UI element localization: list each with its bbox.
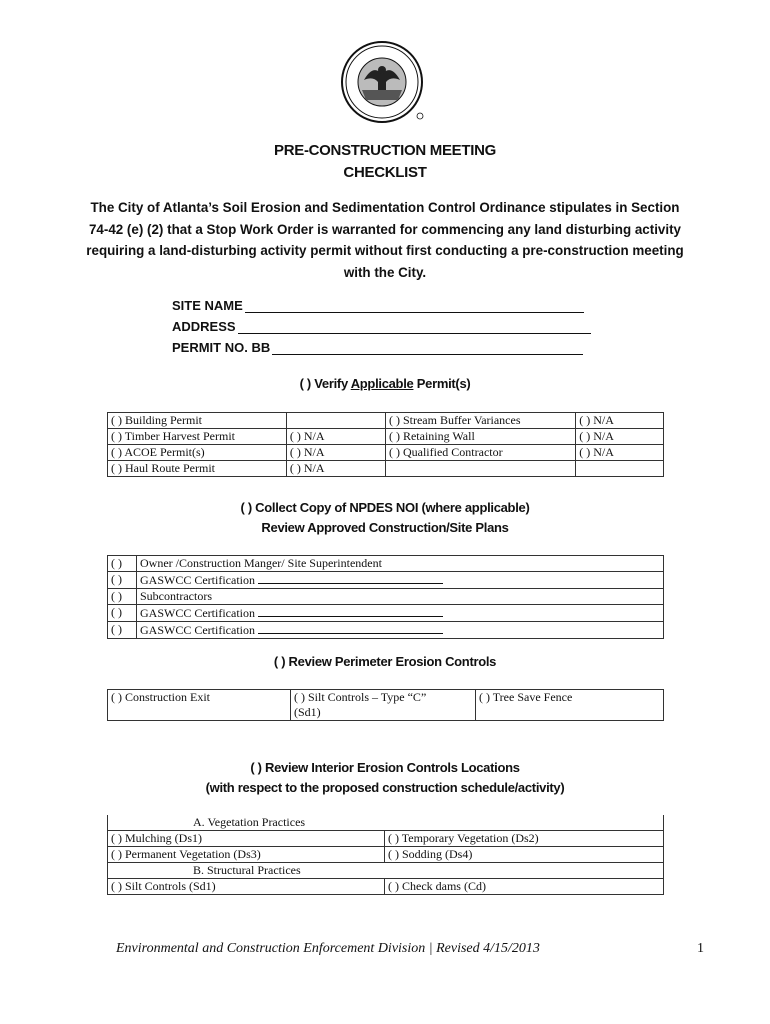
table-row: ( ) GASWCC Certification [108,605,664,622]
intro-paragraph: The City of Atlanta’s Soil Erosion and Sedimentation Control Ordinance stipulates in Section 74-42 (e) (2) that a Stop Work Order is warranted for commencing any land disturbing activity requiring a land-disturbing activity permit without first conducting a pre-construction meeting with the City. [86,200,684,280]
table-row: ( ) Owner /Construction Manger/ Site Superintendent [108,556,664,572]
title-line-2: CHECKLIST [343,164,427,181]
table-row: ( ) Subcontractors [108,589,664,605]
table-row [108,690,664,721]
permit-na: ( ) N/A [286,461,385,477]
footer-text: Environmental and Construction Enforcement Division | Revised 4/15/2013 [116,941,540,956]
permit-na: ( ) N/A [286,445,385,461]
interior-heading: ( ) Review Interior Erosion Controls Locations (with respect to the proposed construction schedule/activity) [205,760,565,795]
permit-number-field[interactable] [172,340,583,355]
permit-na [286,413,385,429]
permits-table [107,412,664,477]
table-row [108,429,664,445]
table-row [108,413,664,429]
permit-item: ( ) Timber Harvest Permit [108,429,287,445]
title-line-1: PRE-CONSTRUCTION MEETING [274,142,496,159]
permit-item: ( ) Retaining Wall [385,429,575,445]
address-field[interactable] [172,319,591,334]
address-line[interactable] [238,321,591,334]
site-name-field[interactable] [172,298,584,313]
permit-na: ( ) N/A [576,413,664,429]
permit-item: ( ) Qualified Contractor [385,445,575,461]
perimeter-heading: ( ) Review Perimeter Erosion Controls [273,654,497,669]
permit-na: ( ) N/A [576,429,664,445]
site-name-line[interactable] [245,300,584,313]
section-b-label: B. Structural Practices [108,863,664,879]
page-number: 1 [697,941,704,956]
table-row [108,445,664,461]
table-row: ( ) Mulching (Ds1) ( ) Temporary Vegetation (Ds2) [108,831,664,847]
permit-number-line[interactable] [272,342,583,355]
permit-item [385,461,575,477]
site-name-label: SITE NAME [172,298,243,313]
permit-na: ( ) N/A [576,445,664,461]
interior-table [107,815,664,895]
permit-item: ( ) Stream Buffer Variances [385,413,575,429]
permit-item: ( ) ACOE Permit(s) [108,445,287,461]
perimeter-table [107,689,664,721]
permit-item: ( ) Haul Route Permit [108,461,287,477]
city-seal-logo [340,40,424,124]
table-row [108,461,664,477]
table-row: ( ) Permanent Vegetation (Ds3) ( ) Sodding (Ds4) [108,847,664,863]
table-row [108,863,664,879]
permit-na [576,461,664,477]
table-row [108,815,664,831]
address-label: ADDRESS [172,319,236,334]
perimeter-item: ( ) Construction Exit [108,690,291,721]
document-title [0,140,770,184]
section-a-label: A. Vegetation Practices [108,815,664,831]
contacts-table [107,555,664,639]
permit-number-label: PERMIT NO. BB [172,340,271,355]
table-row: ( ) Silt Controls (Sd1) ( ) Check dams (Cd) [108,879,664,895]
perimeter-item: ( ) Tree Save Fence [476,690,664,721]
table-row: ( ) GASWCC Certification [108,622,664,639]
perimeter-item: ( ) Silt Controls – Type “C” (Sd1) [291,690,476,721]
permits-heading: ( ) Verify Applicable Permit(s) [299,376,471,391]
npdes-heading: ( ) Collect Copy of NPDES NOI (where applicable) Review Approved Construction/Site Plans [240,500,530,535]
permit-na: ( ) N/A [286,429,385,445]
table-row: ( ) GASWCC Certification [108,572,664,589]
permit-item: ( ) Building Permit [108,413,287,429]
